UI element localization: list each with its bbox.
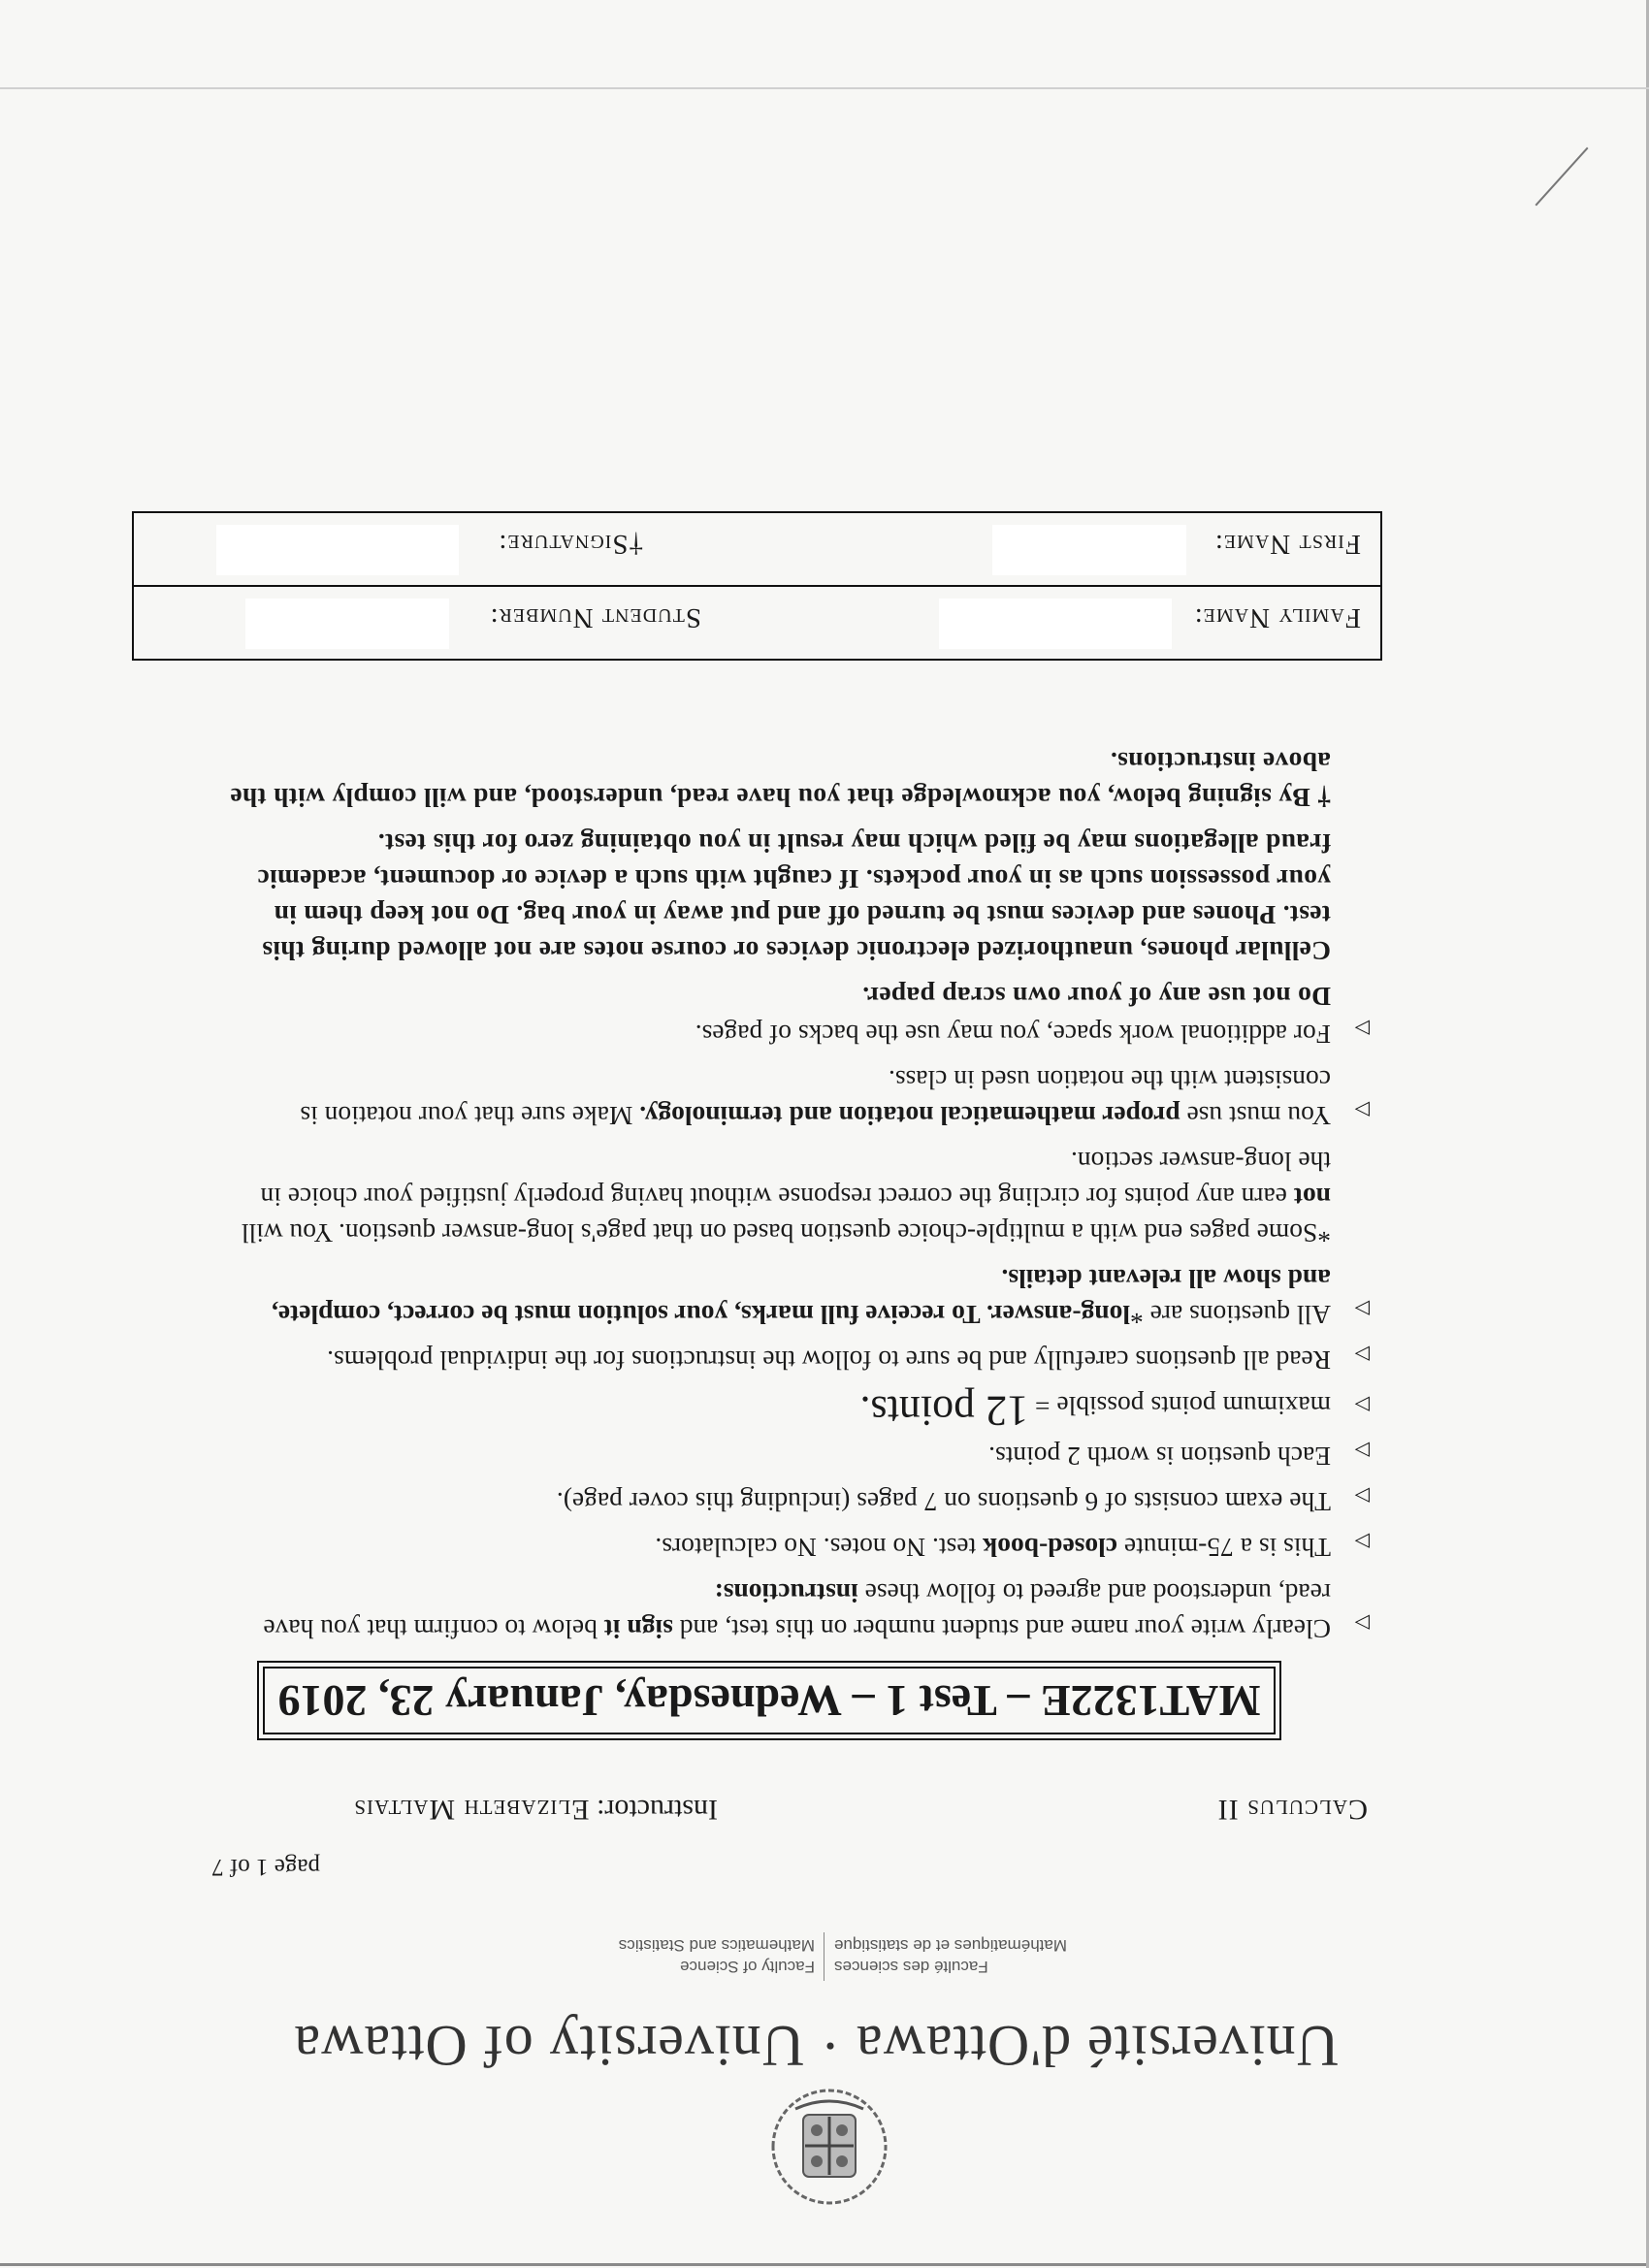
- max-points: 12 points.: [859, 1387, 1029, 1435]
- instruction-text: *Some pages end with a multiple-choice question based on that page's long-answer question. You will: [241, 1218, 1331, 1248]
- course-name: Calculus II: [1216, 1794, 1368, 1826]
- instruction-text: Read all questions carefully and be sure to follow the instructions for the individual problems.: [327, 1345, 1331, 1376]
- instructor-prefix: Instructor:: [597, 1794, 718, 1826]
- triangle-bullet-icon: ▷: [1354, 1344, 1370, 1367]
- triangle-bullet-icon: ▷: [1354, 1018, 1370, 1041]
- instruction-emphasis: instructions:: [714, 1578, 858, 1608]
- list-item: [223, 1261, 1377, 1333]
- instruction-emphasis: sign it: [603, 1614, 673, 1644]
- info-row: [134, 585, 1380, 659]
- faculty-line: Faculty of Science: [680, 1958, 815, 1976]
- multiple-choice-note: [223, 1144, 1331, 1251]
- university-name: Université d'Ottawa · University of Ottawa: [293, 2014, 1339, 2078]
- faculty-line: Mathematics and Statistics: [618, 1936, 815, 1955]
- instruction-emphasis: proper mathematical notation and terminology.: [639, 1101, 1180, 1131]
- family-name-field[interactable]: [939, 599, 1172, 649]
- triangle-bullet-icon: ▷: [1354, 1531, 1370, 1554]
- instruction-text: maximum points possible =: [1028, 1391, 1331, 1421]
- instruction-emphasis: To receive full marks, your solution must be correct, complete, and show all relevant details.: [271, 1264, 1331, 1330]
- pencil-mark: [1535, 147, 1588, 207]
- instruction-text: You must use: [1180, 1101, 1331, 1131]
- triangle-bullet-icon: ▷: [1354, 1440, 1370, 1463]
- instruction-text: Make sure that your notation is consistent with the notation used in class.: [300, 1065, 1331, 1131]
- instruction-text: below to confirm that you have read, understood and agreed to follow these: [263, 1578, 1331, 1644]
- student-number-label: Student Number:: [489, 602, 701, 633]
- first-name-field[interactable]: [992, 525, 1186, 575]
- instruction-text: For additional work space, you may use the backs of pages.: [695, 1020, 1331, 1050]
- devices-warning: Cellular phones, unauthorized electronic devices or course notes are not allowed during this test. Phones and devices must be turned off and put away in your bag. Do not keep them in your possession such as in your pockets. If caught with such a device or document, academic fraud allegations may be filed which may result in you obtaining zero for this test.: [257, 828, 1331, 966]
- instruction-text: The exam consists of 6 questions on 7 pages (including this cover page).: [556, 1487, 1331, 1517]
- instruction-text: earn any points for circling the correct response without having properly justified your choice in the long-answer section.: [260, 1147, 1331, 1213]
- instruction-text: test. No notes. No calculators.: [655, 1533, 983, 1563]
- faculty-line: Mathématiques et de statistique: [834, 1936, 1068, 1955]
- signature-label: †Signature:: [498, 529, 643, 560]
- student-info-box: [132, 511, 1382, 661]
- list-item: [223, 1017, 1377, 1053]
- family-name-label: Family Name:: [1193, 602, 1361, 633]
- page-number: page 1 of 7: [211, 1854, 320, 1880]
- scrap-paper-warning: Do not use any of your own scrap paper.: [861, 982, 1331, 1012]
- instructor-name: Elizabeth Maltais: [353, 1794, 590, 1826]
- instruction-emphasis: long-answer.: [986, 1300, 1131, 1330]
- faculty-english: [619, 1934, 815, 1977]
- instruction-text: This is a 75-minute: [1117, 1533, 1331, 1563]
- list-item: [223, 1387, 1377, 1435]
- info-row: [134, 513, 1380, 585]
- test-title: MAT1322E – Test 1 – Wednesday, January 23, 2019: [263, 1667, 1276, 1734]
- list-item: [223, 1575, 1377, 1647]
- instructions-list: [223, 734, 1377, 1647]
- university-crest-icon: [766, 2084, 892, 2210]
- signing-acknowledgement: † By signing below, you acknowledge that you have read, understood, and will comply with the above instructions.: [230, 747, 1331, 813]
- list-item: [223, 1062, 1377, 1134]
- signature-field[interactable]: [216, 525, 459, 575]
- instructor: [353, 1793, 718, 1826]
- triangle-bullet-icon: ▷: [1354, 1612, 1370, 1636]
- list-item: [223, 1484, 1377, 1520]
- page-edge: [0, 87, 1649, 89]
- triangle-bullet-icon: ▷: [1354, 1485, 1370, 1508]
- list-item: [223, 1343, 1377, 1378]
- instruction-emphasis: not: [1293, 1183, 1331, 1213]
- list-item: [223, 1530, 1377, 1566]
- triangle-bullet-icon: ▷: [1354, 1099, 1370, 1122]
- student-number-field[interactable]: [245, 599, 449, 649]
- triangle-bullet-icon: ▷: [1354, 1298, 1370, 1321]
- page-edge: [0, 2263, 1649, 2266]
- instruction-text: All questions are *: [1130, 1300, 1331, 1330]
- list-item: [223, 1439, 1377, 1474]
- instruction-emphasis: closed-book: [982, 1533, 1118, 1563]
- instruction-text: Each question is worth 2 points.: [988, 1442, 1331, 1472]
- triangle-bullet-icon: ▷: [1354, 1394, 1370, 1417]
- first-name-label: First Name:: [1213, 529, 1361, 560]
- faculty-french: [834, 1934, 1183, 1977]
- instruction-text: Clearly write your name and student number on this test, and: [672, 1614, 1331, 1644]
- faculty-line: Faculté des sciences: [834, 1958, 988, 1976]
